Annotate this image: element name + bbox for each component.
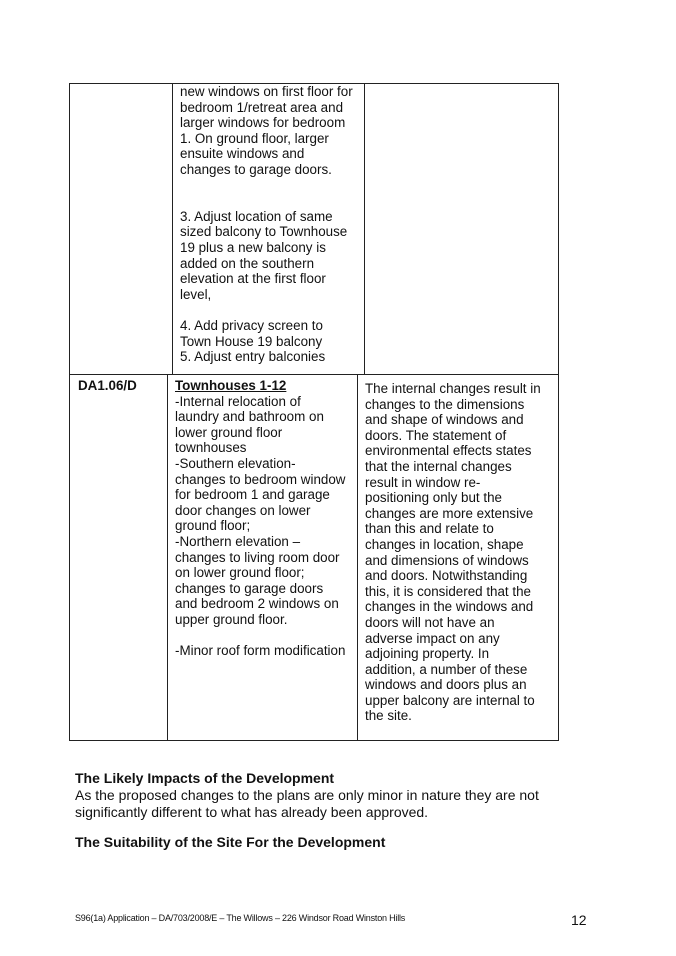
table-row-2-code: DA1.06/D	[78, 378, 137, 393]
cell-line: result in window re-	[365, 474, 481, 490]
impacts-paragraph-line-1: As the proposed changes to the plans are only minor in nature they are not	[75, 787, 539, 803]
table-row-2-comment	[365, 381, 549, 724]
cell-line: doors will not have an	[365, 614, 495, 630]
cell-line	[180, 178, 358, 194]
cell-line: -Southern elevation-	[175, 455, 296, 471]
cell-line: -Northern elevation –	[175, 533, 301, 549]
impacts-paragraph-line-2: significantly different to what has already been approved.	[75, 803, 429, 820]
impacts-paragraph	[75, 787, 539, 820]
cell-line: changes in location, shape	[365, 536, 524, 552]
cell-line: townhouses	[175, 440, 247, 456]
cell-line: bedroom 1/retreat area and	[180, 99, 344, 115]
cell-line: 4. Add privacy screen to	[180, 317, 323, 333]
footer-text: S96(1a) Application – DA/703/2008/E – The Willows – 226 Windsor Road Winston Hills	[75, 913, 406, 923]
cell-line: this, it is considered that the	[365, 583, 531, 599]
cell-line: 5. Adjust entry balconies	[180, 349, 326, 365]
cell-line: positioning only but the	[365, 490, 502, 506]
table-row-2-description	[175, 378, 355, 659]
cell-line: laundry and bathroom on	[175, 409, 324, 425]
cell-line: environmental effects states	[365, 443, 532, 459]
cell-line: than this and relate to	[365, 521, 494, 537]
cell-line: upper balcony are internal to	[365, 692, 535, 708]
cell-line: for bedroom 1 and garage	[175, 487, 330, 503]
impacts-heading: The Likely Impacts of the Development	[75, 770, 335, 786]
cell-line: 19 plus a new balcony is	[180, 239, 326, 255]
cell-line: the site.	[365, 708, 412, 724]
cell-line: -Minor roof form modification	[175, 643, 346, 659]
table-row-divider	[69, 374, 559, 375]
cell-line: changes to garage doors	[175, 580, 324, 596]
cell-line: and doors. Notwithstanding	[365, 568, 528, 584]
cell-line: changes to bedroom window	[175, 471, 346, 487]
table-row-1-description	[180, 84, 358, 365]
table-col-divider-2-row1	[364, 83, 365, 375]
cell-line: new windows on first floor for	[180, 84, 353, 99]
cell-line: changes are more extensive	[365, 505, 534, 521]
cell-line	[180, 193, 358, 209]
page-number: 12	[571, 912, 587, 928]
table-row-2-title: Townhouses 1-12	[175, 378, 287, 393]
cell-line: and dimensions of windows	[365, 552, 529, 568]
cell-line: adverse impact on any	[365, 630, 500, 646]
cell-line: ground floor;	[175, 518, 251, 534]
cell-line: ensuite windows and	[180, 146, 305, 162]
table-border-bottom	[69, 740, 559, 741]
suitability-heading: The Suitability of the Site For the Development	[75, 834, 386, 850]
cell-line: changes in the windows and	[365, 599, 534, 615]
table-border-right	[558, 83, 559, 741]
cell-line: elevation at the first floor	[180, 271, 326, 287]
cell-line: 3. Adjust location of same	[180, 208, 333, 224]
table-col-divider-1-row2	[167, 374, 168, 741]
cell-line: level,	[180, 286, 212, 302]
cell-line: larger windows for bedroom	[180, 115, 346, 131]
cell-line: that the internal changes	[365, 458, 512, 474]
cell-line: sized balcony to Townhouse	[180, 224, 348, 240]
cell-line: lower ground floor	[175, 424, 283, 440]
cell-line: changes to garage doors.	[180, 161, 332, 177]
cell-line: -Internal relocation of	[175, 393, 301, 409]
cell-line: added on the southern	[180, 255, 315, 271]
cell-line: adjoining property. In	[365, 646, 490, 662]
cell-line: on lower ground floor;	[175, 565, 305, 581]
table-col-divider-2-row2	[357, 374, 358, 741]
cell-line: changes to living room door	[175, 549, 340, 565]
cell-line: The internal changes result in	[365, 381, 541, 396]
cell-line: upper ground floor.	[175, 611, 288, 627]
cell-line	[175, 628, 355, 644]
cell-line: 1. On ground floor, larger	[180, 130, 329, 146]
cell-line: Town House 19 balcony	[180, 333, 323, 349]
cell-line: addition, a number of these	[365, 661, 528, 677]
cell-line: changes to the dimensions	[365, 396, 525, 412]
table-col-divider-1-row1	[172, 83, 173, 375]
cell-line: and bedroom 2 windows on	[175, 596, 339, 612]
cell-line: doors. The statement of	[365, 427, 507, 443]
cell-line: windows and doors plus an	[365, 677, 527, 693]
cell-line: door changes on lower	[175, 502, 311, 518]
cell-line: and shape of windows and	[365, 412, 524, 428]
table-border-left	[69, 83, 70, 741]
cell-line	[180, 302, 358, 318]
